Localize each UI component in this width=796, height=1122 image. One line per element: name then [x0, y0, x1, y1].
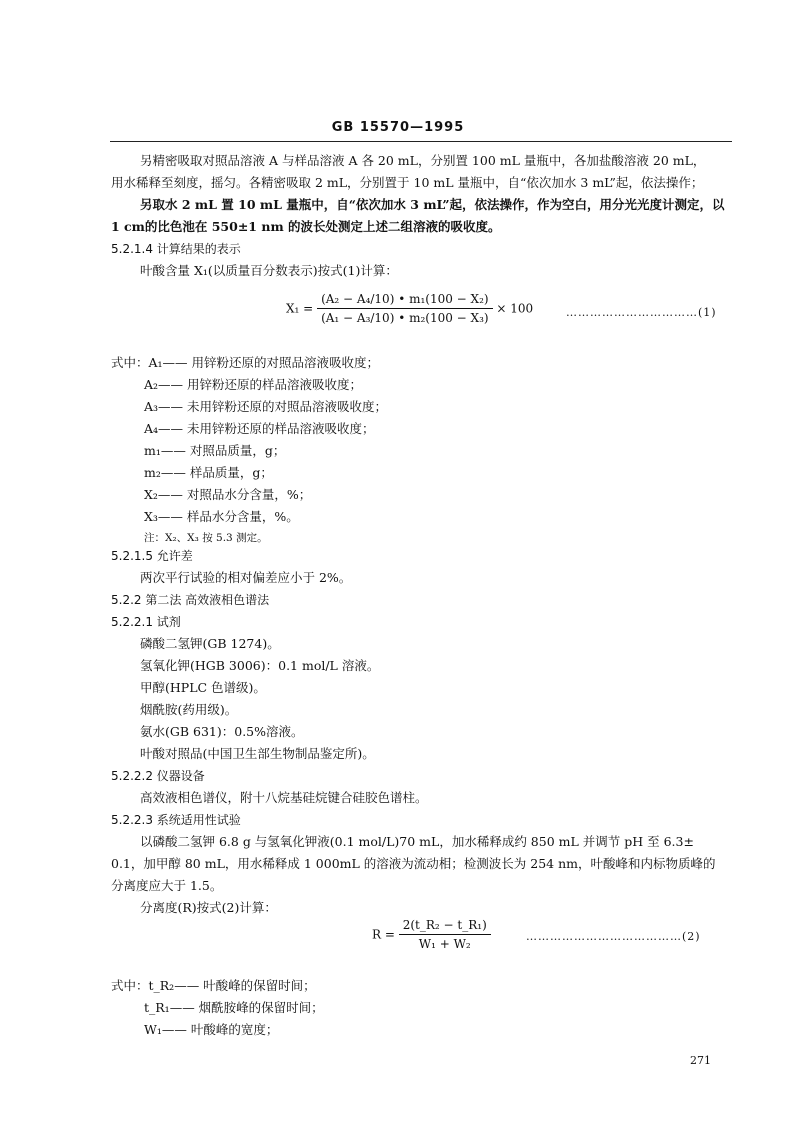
- note: 注：X₂、X₃ 按 5.3 测定。: [144, 532, 268, 544]
- formula-1: [286, 292, 533, 325]
- where-item: W₁—— 叶酸峰的宽度；: [144, 1022, 279, 1037]
- body-line: 分离度(R)按式(2)计算：: [140, 900, 277, 915]
- body-line: 1 cm的比色池在 550±1 nm 的波长处测定上述二组溶液的吸收度。: [111, 219, 501, 234]
- where-item: t_R₁—— 烟酰胺峰的保留时间；: [144, 1000, 324, 1015]
- page-number: 271: [690, 1054, 711, 1067]
- body-line: 另精密吸取对照品溶液 A 与样品溶液 A 各 20 mL，分别置 100 mL 量瓶中，各加盐酸溶液 20 mL，: [140, 153, 706, 168]
- formula-2-denominator: W₁ + W₂: [418, 937, 471, 951]
- body-line: 叶酸对照品(中国卫生部生物制品鉴定所)。: [140, 746, 375, 761]
- body-line: 0.1，加甲醇 80 mL，用水稀释成 1 000mL 的溶液为流动相；检测波长为 254 nm，叶酸峰和内标物质峰的: [111, 856, 716, 871]
- section-heading: 5.2.2.2 仪器设备: [111, 769, 205, 783]
- header-rule: [110, 141, 732, 142]
- where-item: X₃—— 样品水分含量，%。: [144, 509, 299, 524]
- formula-2-fraction: [399, 918, 491, 951]
- where-item: m₁—— 对照品质量，g；: [144, 443, 286, 458]
- body-line: 氨水(GB 631)：0.5%溶液。: [140, 724, 304, 739]
- section-heading: 5.2.2.3 系统适用性试验: [111, 813, 241, 827]
- formula-1-numerator: (A₂ − A₄/10) • m₁(100 − X₂): [317, 292, 493, 309]
- formula-2-numerator: 2(t_R₂ − t_R₁): [399, 918, 491, 935]
- section-heading: 5.2.2.1 试剂: [111, 615, 181, 629]
- formula-1-denominator: (A₁ − A₃/10) • m₂(100 − X₃): [321, 311, 489, 325]
- equation-number-2: …………………………………(2): [526, 930, 701, 943]
- body-line: 两次平行试验的相对偏差应小于 2%。: [140, 570, 352, 585]
- body-line: 烟酰胺(药用级)。: [140, 702, 238, 717]
- where-item: A₃—— 未用锌粉还原的对照品溶液吸收度；: [144, 399, 388, 414]
- body-line: 另取水 2 mL 置 10 mL 量瓶中，自“依次加水 3 mL”起，依法操作，作为空白，用分光光度计测定，以: [140, 197, 725, 212]
- body-line: 分离度应大于 1.5。: [111, 878, 223, 893]
- where-item: X₂—— 对照品水分含量，%；: [144, 487, 312, 502]
- equation-number-1: ……………………………(1): [566, 306, 717, 319]
- formula-2-lhs: R =: [372, 927, 395, 942]
- document-header: GB 15570—1995: [331, 120, 465, 135]
- body-line: 高效液相色谱仪，附十八烷基硅烷键合硅胶色谱柱。: [140, 790, 428, 805]
- where-item: A₄—— 未用锌粉还原的样品溶液吸收度；: [144, 421, 375, 436]
- formula-1-lhs: X₁ =: [286, 301, 314, 316]
- body-line: 以磷酸二氢钾 6.8 g 与氢氧化钾液(0.1 mol/L)70 mL，加水稀释成约 850 mL 并调节 pH 至 6.3±: [140, 834, 694, 849]
- body-line: 用水稀释至刻度，摇匀。各精密吸取 2 mL，分别置于 10 mL 量瓶中，自“依次加水 3 mL”起，依法操作；: [111, 175, 704, 190]
- section-heading: 5.2.2 第二法 高效液相色谱法: [111, 593, 270, 607]
- formula-1-fraction: [317, 292, 493, 325]
- body-line: 磷酸二氢钾(GB 1274)。: [140, 636, 280, 651]
- where-item: 式中：t_R₂—— 叶酸峰的保留时间；: [111, 978, 316, 993]
- section-heading: 5.2.1.4 计算结果的表示: [111, 242, 241, 256]
- formula-1-tail: × 100: [496, 301, 534, 316]
- body-line: 氢氧化钾(HGB 3006)：0.1 mol/L 溶液。: [140, 658, 380, 673]
- where-item: 式中：A₁—— 用锌粉还原的对照品溶液吸收度；: [111, 355, 380, 370]
- section-heading: 5.2.1.5 允许差: [111, 549, 193, 563]
- body-line: 叶酸含量 X₁(以质量百分数表示)按式(1)计算：: [140, 263, 398, 278]
- where-item: A₂—— 用锌粉还原的样品溶液吸收度；: [144, 377, 363, 392]
- body-line: 甲醇(HPLC 色谱级)。: [140, 680, 266, 695]
- where-item: m₂—— 样品质量，g；: [144, 465, 273, 480]
- formula-2: [372, 918, 491, 951]
